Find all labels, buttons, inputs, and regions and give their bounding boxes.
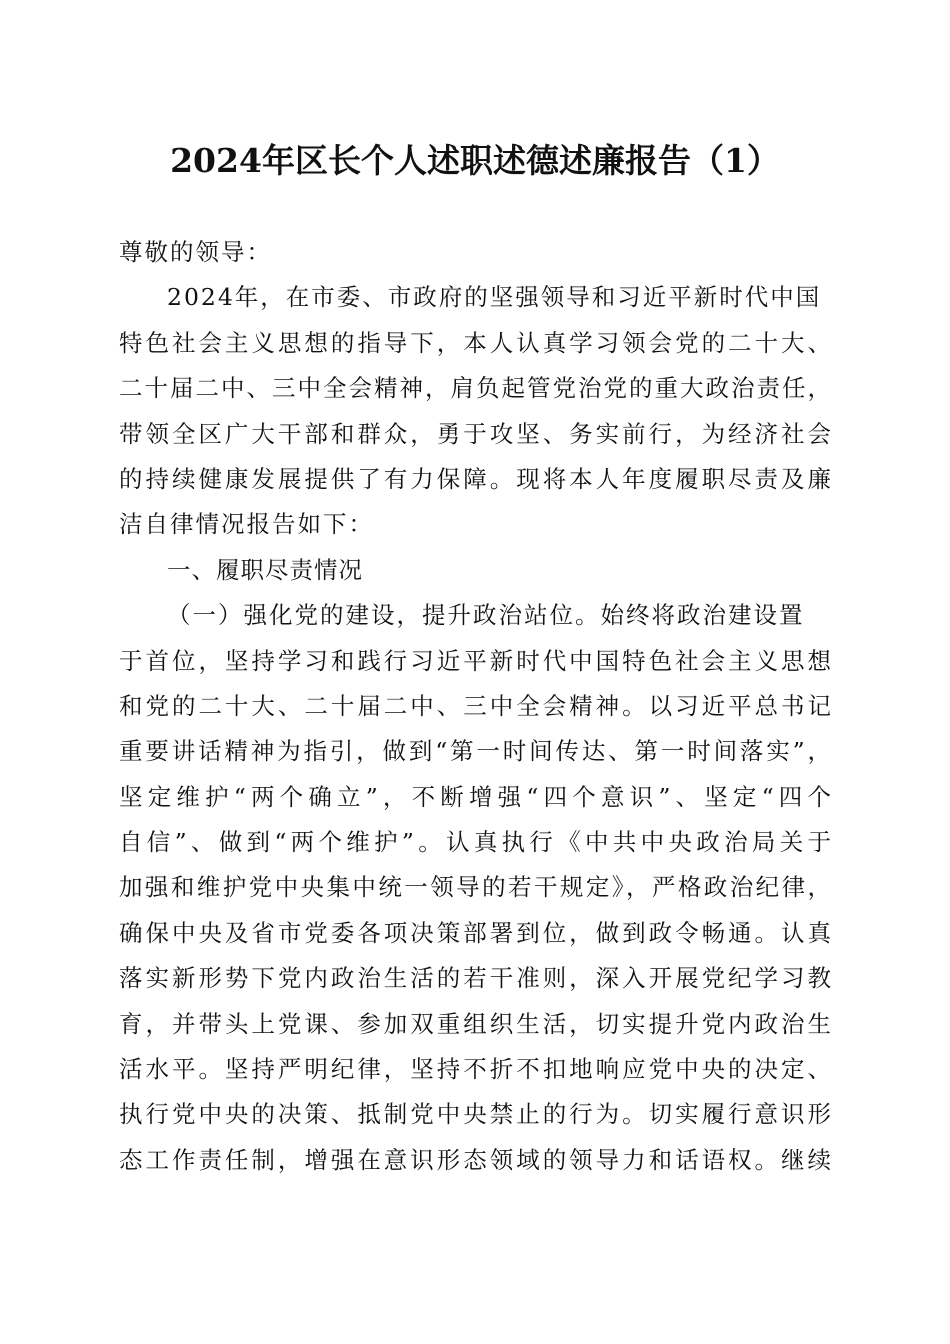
paragraph-line: 坚定维护“两个确立”，不断增强“四个意识”、坚定“四个 [119,782,831,811]
paragraph-line: 二十届二中、三中全会精神，肩负起管党治党的重大政治责任， [119,374,831,403]
section-heading: 一、履职尽责情况 [167,555,363,584]
paragraph-line: 于首位，坚持学习和践行习近平新时代中国特色社会主义思想 [119,646,831,675]
paragraph-line: 落实新形势下党内政治生活的若干准则，深入开展党纪学习教 [119,964,831,993]
paragraph-line: 特色社会主义思想的指导下，本人认真学习领会党的二十大、 [119,328,831,357]
paragraph-line: 加强和维护党中央集中统一领导的若干规定》，严格政治纪律， [119,873,831,902]
paragraph-line: 执行党中央的决策、抵制党中央禁止的行为。切实履行意识形 [119,1100,831,1129]
paragraph-line: 育，并带头上党课、参加双重组织生活，切实提升党内政治生 [119,1009,831,1038]
paragraph-line: 洁自律情况报告如下： [119,510,374,539]
paragraph-line: 重要讲话精神为指引，做到“第一时间传达、第一时间落实”， [119,737,831,766]
document-body [119,230,831,1183]
paragraph-line: 态工作责任制，增强在意识形态领域的领导力和话语权。继续 [119,1145,831,1174]
paragraph-line: 确保中央及省市党委各项决策部署到位，做到政令畅通。认真 [119,918,831,947]
paragraph-line: （一）强化党的建设，提升政治站位。始终将政治建设置 [167,601,805,630]
paragraph-line: 2024年，在市委、市政府的坚强领导和习近平新时代中国 [167,283,822,312]
paragraph-line: 带领全区广大干部和群众，勇于攻坚、务实前行，为经济社会 [119,419,831,448]
paragraph-line: 活水平。坚持严明纪律，坚持不折不扣地响应党中央的决定、 [119,1055,831,1084]
salutation: 尊敬的领导： [119,238,272,266]
paragraph-line: 的持续健康发展提供了有力保障。现将本人年度履职尽责及廉 [119,464,831,493]
document-title: 2024年区长个人述职述德述廉报告（1） [170,141,780,180]
paragraph-line: 和党的二十大、二十届二中、三中全会精神。以习近平总书记 [119,691,831,720]
paragraph-line: 自信”、做到“两个维护”。认真执行《中共中央政治局关于 [119,828,831,857]
